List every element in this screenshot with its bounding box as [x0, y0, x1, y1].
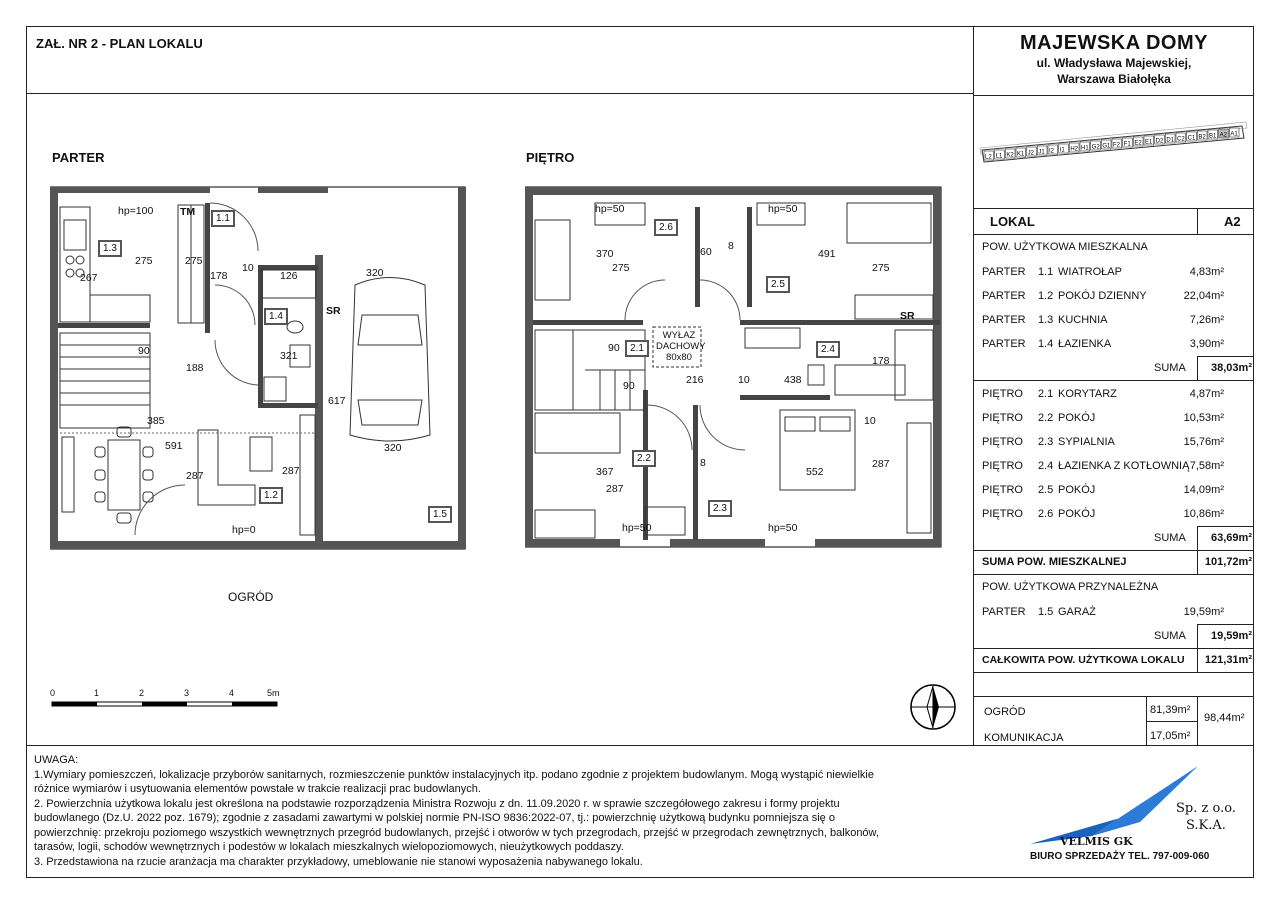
udim-367: 367 — [596, 466, 614, 478]
site-unit-label: C1 — [1187, 135, 1196, 142]
tbl-sum-3 — [974, 624, 1254, 648]
brand-name: MAJEWSKA DOMY — [1020, 32, 1208, 54]
tbl-num: 1.3 — [1038, 314, 1054, 326]
udim-sr: SR — [900, 310, 915, 322]
tbl-room-name: POKÓJ — [1058, 484, 1096, 496]
site-unit-label: F1 — [1123, 141, 1131, 148]
tbl-comm — [974, 726, 1254, 750]
tbl-area: 3,90m² — [1189, 338, 1224, 350]
udim-10-a: 10 — [738, 374, 750, 386]
tbl-area: 22,04m² — [1183, 290, 1224, 302]
site-unit-label: D2 — [1155, 138, 1164, 145]
dim-591: 591 — [165, 440, 183, 452]
dim-275-b: 275 — [185, 255, 203, 267]
tbl-floor: PIĘTRO — [982, 436, 1023, 448]
tbl-area: 7,26m² — [1189, 314, 1224, 326]
tbl-row-2-4 — [974, 454, 1254, 478]
tbl-total-value: 121,31m² — [1204, 654, 1252, 666]
notes-line-7: 3. Przedstawiona na rzucie aranżacja ma charakter przykładowy, umeblowanie nie stanowi wyposażenia nabywanego lokalu. — [34, 855, 643, 868]
tbl-num: 1.5 — [1038, 606, 1054, 618]
dim-321: 321 — [280, 350, 298, 362]
udim-216: 216 — [686, 374, 704, 386]
site-unit-label: G1 — [1102, 143, 1111, 150]
tbl-section-1: POW. UŻYTKOWA MIESZKALNA — [982, 241, 1148, 253]
room-label-2-1: 2.1 — [625, 340, 649, 357]
tbl-num: 2.6 — [1038, 508, 1054, 520]
tbl-line — [974, 380, 1254, 381]
scale-label-4: 4 — [229, 688, 235, 698]
tbl-garden-area: 81,39m² — [1150, 704, 1191, 716]
tbl-row-1-3 — [974, 308, 1254, 332]
tbl-suma-value: 19,59m² — [1211, 630, 1252, 642]
tbl-row-2-1 — [974, 382, 1254, 406]
address-line-1: ul. Władysława Majewskiej, — [1036, 56, 1192, 70]
dim-617: 617 — [328, 395, 346, 407]
dim-320-a: 320 — [366, 267, 384, 279]
tbl-vline — [1197, 696, 1198, 746]
udim-10-b: 10 — [864, 415, 876, 427]
tbl-floor: PARTER — [982, 314, 1026, 326]
dim-385: 385 — [147, 415, 165, 427]
tbl-row-2-6 — [974, 502, 1254, 526]
room-label-1-1: 1.1 — [211, 210, 235, 227]
roof-hatch-line-3: 80x80 — [666, 352, 692, 363]
tbl-line — [1197, 356, 1254, 357]
tbl-vline — [1197, 356, 1198, 380]
site-unit-label: B2 — [1198, 134, 1206, 141]
tbl-suma-label: SUMA — [1154, 362, 1186, 374]
tbl-outdoor-total: 98,44m² — [1204, 712, 1245, 724]
site-unit-label: C2 — [1177, 136, 1185, 143]
dim-188: 188 — [186, 362, 204, 374]
tbl-room-name: ŁAZIENKA — [1058, 338, 1112, 350]
site-unit-label: L2 — [985, 154, 992, 161]
site-unit-label: A1 — [1230, 131, 1238, 138]
udim-90-a: 90 — [608, 342, 620, 354]
garden-label: OGRÓD — [228, 590, 274, 604]
dim-10: 10 — [242, 262, 254, 274]
scale-label-0: 0 — [50, 688, 56, 698]
ground-floor-label: PARTER — [52, 150, 105, 165]
site-unit-label: J2 — [1027, 150, 1035, 157]
tbl-num: 2.5 — [1038, 484, 1054, 496]
tbl-header-left: LOKAL — [990, 214, 1035, 229]
roof-hatch-line-1: WYŁAZ — [662, 330, 696, 341]
tbl-floor: PIĘTRO — [982, 484, 1023, 496]
notes-line-2: różnice wymiarów i usytuowania elementów powstałe w trakcie realizacji prac budowlanych. — [34, 783, 481, 795]
dim-320-b: 320 — [384, 442, 402, 454]
tbl-line — [1197, 526, 1254, 527]
tbl-area: 19,59m² — [1183, 606, 1224, 618]
site-unit-label: F2 — [1113, 142, 1121, 149]
dim-287-b: 287 — [282, 465, 300, 477]
room-label-1-5: 1.5 — [428, 506, 452, 523]
scale-label-2: 2 — [139, 688, 145, 698]
tbl-area: 4,83m² — [1189, 266, 1224, 278]
tbl-sum-living-value: 101,72m² — [1204, 556, 1252, 568]
tbl-room-name: KUCHNIA — [1058, 314, 1108, 326]
tbl-floor: PIĘTRO — [982, 460, 1023, 472]
notes-block — [34, 753, 969, 869]
tbl-vline — [1197, 526, 1198, 550]
room-label-1-4: 1.4 — [264, 308, 288, 325]
tbl-sum-living — [974, 550, 1254, 574]
title-divider — [26, 93, 974, 94]
sales-office-phone: BIURO SPRZEDAŻY TEL. 797-009-060 — [1030, 851, 1210, 862]
tbl-area: 10,86m² — [1183, 508, 1224, 520]
logo-legal-1: Sp. z o.o. — [1176, 801, 1236, 816]
tbl-area: 14,09m² — [1183, 484, 1224, 496]
scale-label-1: 1 — [94, 688, 100, 698]
brand-block — [976, 32, 1252, 87]
roof-hatch-label — [656, 330, 706, 363]
roof-hatch-line-2: DACHOWY — [656, 341, 706, 352]
dim-90: 90 — [138, 345, 150, 357]
dim-267: 267 — [80, 272, 98, 284]
dim-tm: TM — [180, 206, 196, 218]
tbl-num: 2.3 — [1038, 436, 1054, 448]
site-unit-cells — [984, 128, 1239, 161]
tbl-suma-label: SUMA — [1154, 630, 1186, 642]
site-unit-label: H1 — [1081, 145, 1089, 152]
tbl-line — [974, 208, 1254, 209]
tbl-row-3-1 — [974, 600, 1254, 624]
tbl-vline — [1197, 648, 1198, 672]
udim-90-b: 90 — [623, 380, 635, 392]
tbl-area: 15,76m² — [1183, 436, 1224, 448]
dim-hp0: hp=0 — [232, 524, 256, 536]
site-unit-label: G2 — [1091, 144, 1100, 151]
upper-floor-plan — [525, 185, 945, 550]
tbl-room-name: GARAŻ — [1058, 606, 1096, 618]
tbl-line — [974, 574, 1254, 575]
tbl-row-2-2 — [974, 406, 1254, 430]
tbl-comm-label: KOMUNIKACJA — [984, 732, 1064, 744]
tbl-sum-1 — [974, 356, 1254, 380]
tbl-comm-area: 17,05m² — [1150, 730, 1191, 742]
site-unit-label: B1 — [1209, 133, 1217, 140]
tbl-floor: PARTER — [982, 338, 1026, 350]
dim-178: 178 — [210, 270, 228, 282]
site-unit-label: E1 — [1145, 139, 1153, 146]
udim-438: 438 — [784, 374, 802, 386]
site-plan-strip — [978, 118, 1248, 170]
udim-275-b: 275 — [872, 262, 890, 274]
room-label-2-3: 2.3 — [708, 500, 732, 517]
site-unit-label: K1 — [1017, 151, 1025, 158]
notes-line-1: 1.Wymiary pomieszczeń, lokalizacje przyborów sanitarnych, rozmieszczenie punktów instalacyjnych itp. podano zgodnie z projektem budowlanym. Mogą wystąpić niewielkie — [34, 768, 874, 781]
tbl-row-2-3 — [974, 430, 1254, 454]
udim-8-a: 8 — [728, 240, 734, 252]
notes-line-3: 2. Powierzchnia użytkowa lokalu jest określona na podstawie rozporządzenia Ministra Rozwoju z dn. 11.09.2020 r. w sprawie szczegółowego zakresu i formy projektu — [34, 797, 840, 810]
document-title: ZAŁ. NR 2 - PLAN LOKALU — [36, 36, 203, 51]
upper-floor-label: PIĘTRO — [526, 150, 575, 165]
site-unit-label: E2 — [1134, 140, 1142, 147]
udim-hp50-b: hp=50 — [768, 203, 798, 215]
room-label-2-6: 2.6 — [654, 219, 678, 236]
notes-line-4: budowlanego (Dz.U. 2022 poz. 1679); zgodnie z zasadami zawartymi w polskiej normie PN-ISO 9836:2022-07, tj.: powierzchnię użytkową budynku pomniejsza się o — [34, 812, 835, 824]
tbl-section-2: POW. UŻYTKOWA PRZYNALEŻNA — [982, 581, 1159, 593]
tbl-room-name: WIATROŁAP — [1058, 266, 1122, 278]
tbl-room-name: POKÓJ DZIENNY — [1058, 290, 1147, 302]
udim-491: 491 — [818, 248, 836, 260]
tbl-row-1-4 — [974, 332, 1254, 356]
room-label-2-5: 2.5 — [766, 276, 790, 293]
udim-60: 60 — [700, 246, 712, 258]
tbl-num: 1.1 — [1038, 266, 1054, 278]
tbl-num: 2.1 — [1038, 388, 1054, 400]
scale-bar-graphic — [50, 700, 290, 720]
site-unit-label: H2 — [1070, 146, 1079, 153]
tbl-floor: PIĘTRO — [982, 412, 1023, 424]
udim-275-a: 275 — [612, 262, 630, 274]
udim-hp50-a: hp=50 — [595, 203, 625, 215]
tbl-vline — [1197, 550, 1198, 574]
scale-label-5: 5m — [267, 688, 280, 698]
tbl-floor: PARTER — [982, 266, 1026, 278]
dim-sr-ground: SR — [326, 305, 341, 317]
tbl-room-name: POKÓJ — [1058, 508, 1096, 520]
tbl-floor: PIĘTRO — [982, 388, 1023, 400]
logo-company-name: VELMIS GK — [1060, 835, 1133, 848]
notes-line-5: powierzchnię: przekroju poziomego wszystkich wewnętrznych przegród budowlanych, przejść i otworów w tych przegrodach, przejść w przegrodach zewnętrznych, balkonów, — [34, 826, 879, 839]
dim-287-a: 287 — [186, 470, 204, 482]
udim-hp50-d: hp=50 — [768, 522, 798, 534]
tbl-room-name: KORYTARZ — [1058, 388, 1117, 400]
tbl-suma-value: 38,03m² — [1211, 362, 1252, 374]
tbl-line — [1146, 721, 1197, 722]
tbl-row-1-2 — [974, 284, 1254, 308]
tbl-room-name: ŁAZIENKA Z KOTŁOWNIĄ — [1058, 460, 1190, 472]
site-unit-label: K2 — [1006, 152, 1014, 159]
room-label-2-4: 2.4 — [816, 341, 840, 358]
tbl-suma-value: 63,69m² — [1211, 532, 1252, 544]
notes-line-6: tarasów, logii, schodów wewnętrznych i podestów w lokalach mieszkalnych wielopoziomowych, nieużytkowych poddaszy. — [34, 841, 624, 853]
tbl-vline — [1197, 624, 1198, 648]
north-arrow-icon — [908, 682, 958, 732]
udim-552: 552 — [806, 466, 824, 478]
udim-178: 178 — [872, 355, 890, 367]
dim-126: 126 — [280, 270, 298, 282]
tbl-line — [974, 234, 1254, 235]
site-unit-label: D1 — [1166, 137, 1175, 144]
room-label-1-2: 1.2 — [259, 487, 283, 504]
tbl-line — [974, 696, 1254, 697]
tbl-suma-label: SUMA — [1154, 532, 1186, 544]
tbl-garden-label: OGRÓD — [984, 706, 1026, 718]
tbl-header-right: A2 — [1224, 214, 1241, 229]
tbl-room-name: POKÓJ — [1058, 412, 1096, 424]
tbl-total — [974, 648, 1254, 672]
tbl-row-1-1 — [974, 260, 1254, 284]
brand-divider — [974, 95, 1254, 96]
site-unit-label: L1 — [995, 153, 1003, 160]
udim-287-a: 287 — [606, 483, 624, 495]
tbl-area: 10,53m² — [1183, 412, 1224, 424]
udim-370: 370 — [596, 248, 614, 260]
logo-legal-form — [1176, 800, 1236, 834]
tbl-num: 1.4 — [1038, 338, 1054, 350]
dim-275-a: 275 — [135, 255, 153, 267]
address-line-2: Warszawa Białołęka — [1057, 72, 1171, 86]
udim-hp50-c: hp=50 — [622, 522, 652, 534]
site-unit-label: A2 — [1219, 132, 1228, 139]
logo-legal-2: S.K.A. — [1185, 818, 1226, 833]
site-unit-label: J1 — [1038, 149, 1045, 156]
dim-hp100: hp=100 — [118, 205, 154, 217]
room-label-1-3: 1.3 — [98, 240, 122, 257]
tbl-floor: PARTER — [982, 290, 1026, 302]
tbl-row-2-5 — [974, 478, 1254, 502]
tbl-area: 4,87m² — [1189, 388, 1224, 400]
tbl-floor: PARTER — [982, 606, 1026, 618]
tbl-line — [1197, 624, 1254, 625]
tbl-num: 2.4 — [1038, 460, 1054, 472]
tbl-floor: PIĘTRO — [982, 508, 1023, 520]
udim-287-b: 287 — [872, 458, 890, 470]
udim-8-b: 8 — [700, 457, 706, 469]
site-unit-label: I1 — [1059, 147, 1065, 154]
tbl-room-name: SYPIALNIA — [1058, 436, 1115, 448]
tbl-total-label: CAŁKOWITA POW. UŻYTKOWA LOKALU — [982, 654, 1185, 666]
tbl-sum-living-label: SUMA POW. MIESZKALNEJ — [982, 556, 1127, 568]
tbl-line — [974, 672, 1254, 673]
tbl-sum-2 — [974, 526, 1254, 550]
tbl-vline-head — [1197, 208, 1198, 234]
tbl-num: 2.2 — [1038, 412, 1054, 424]
site-unit-label: I2 — [1049, 148, 1055, 155]
tbl-area: 7,58m² — [1189, 460, 1224, 472]
tbl-num: 1.2 — [1038, 290, 1054, 302]
notes-line-0: UWAGA: — [34, 754, 79, 766]
room-label-2-2: 2.2 — [632, 450, 656, 467]
scale-label-3: 3 — [184, 688, 190, 698]
